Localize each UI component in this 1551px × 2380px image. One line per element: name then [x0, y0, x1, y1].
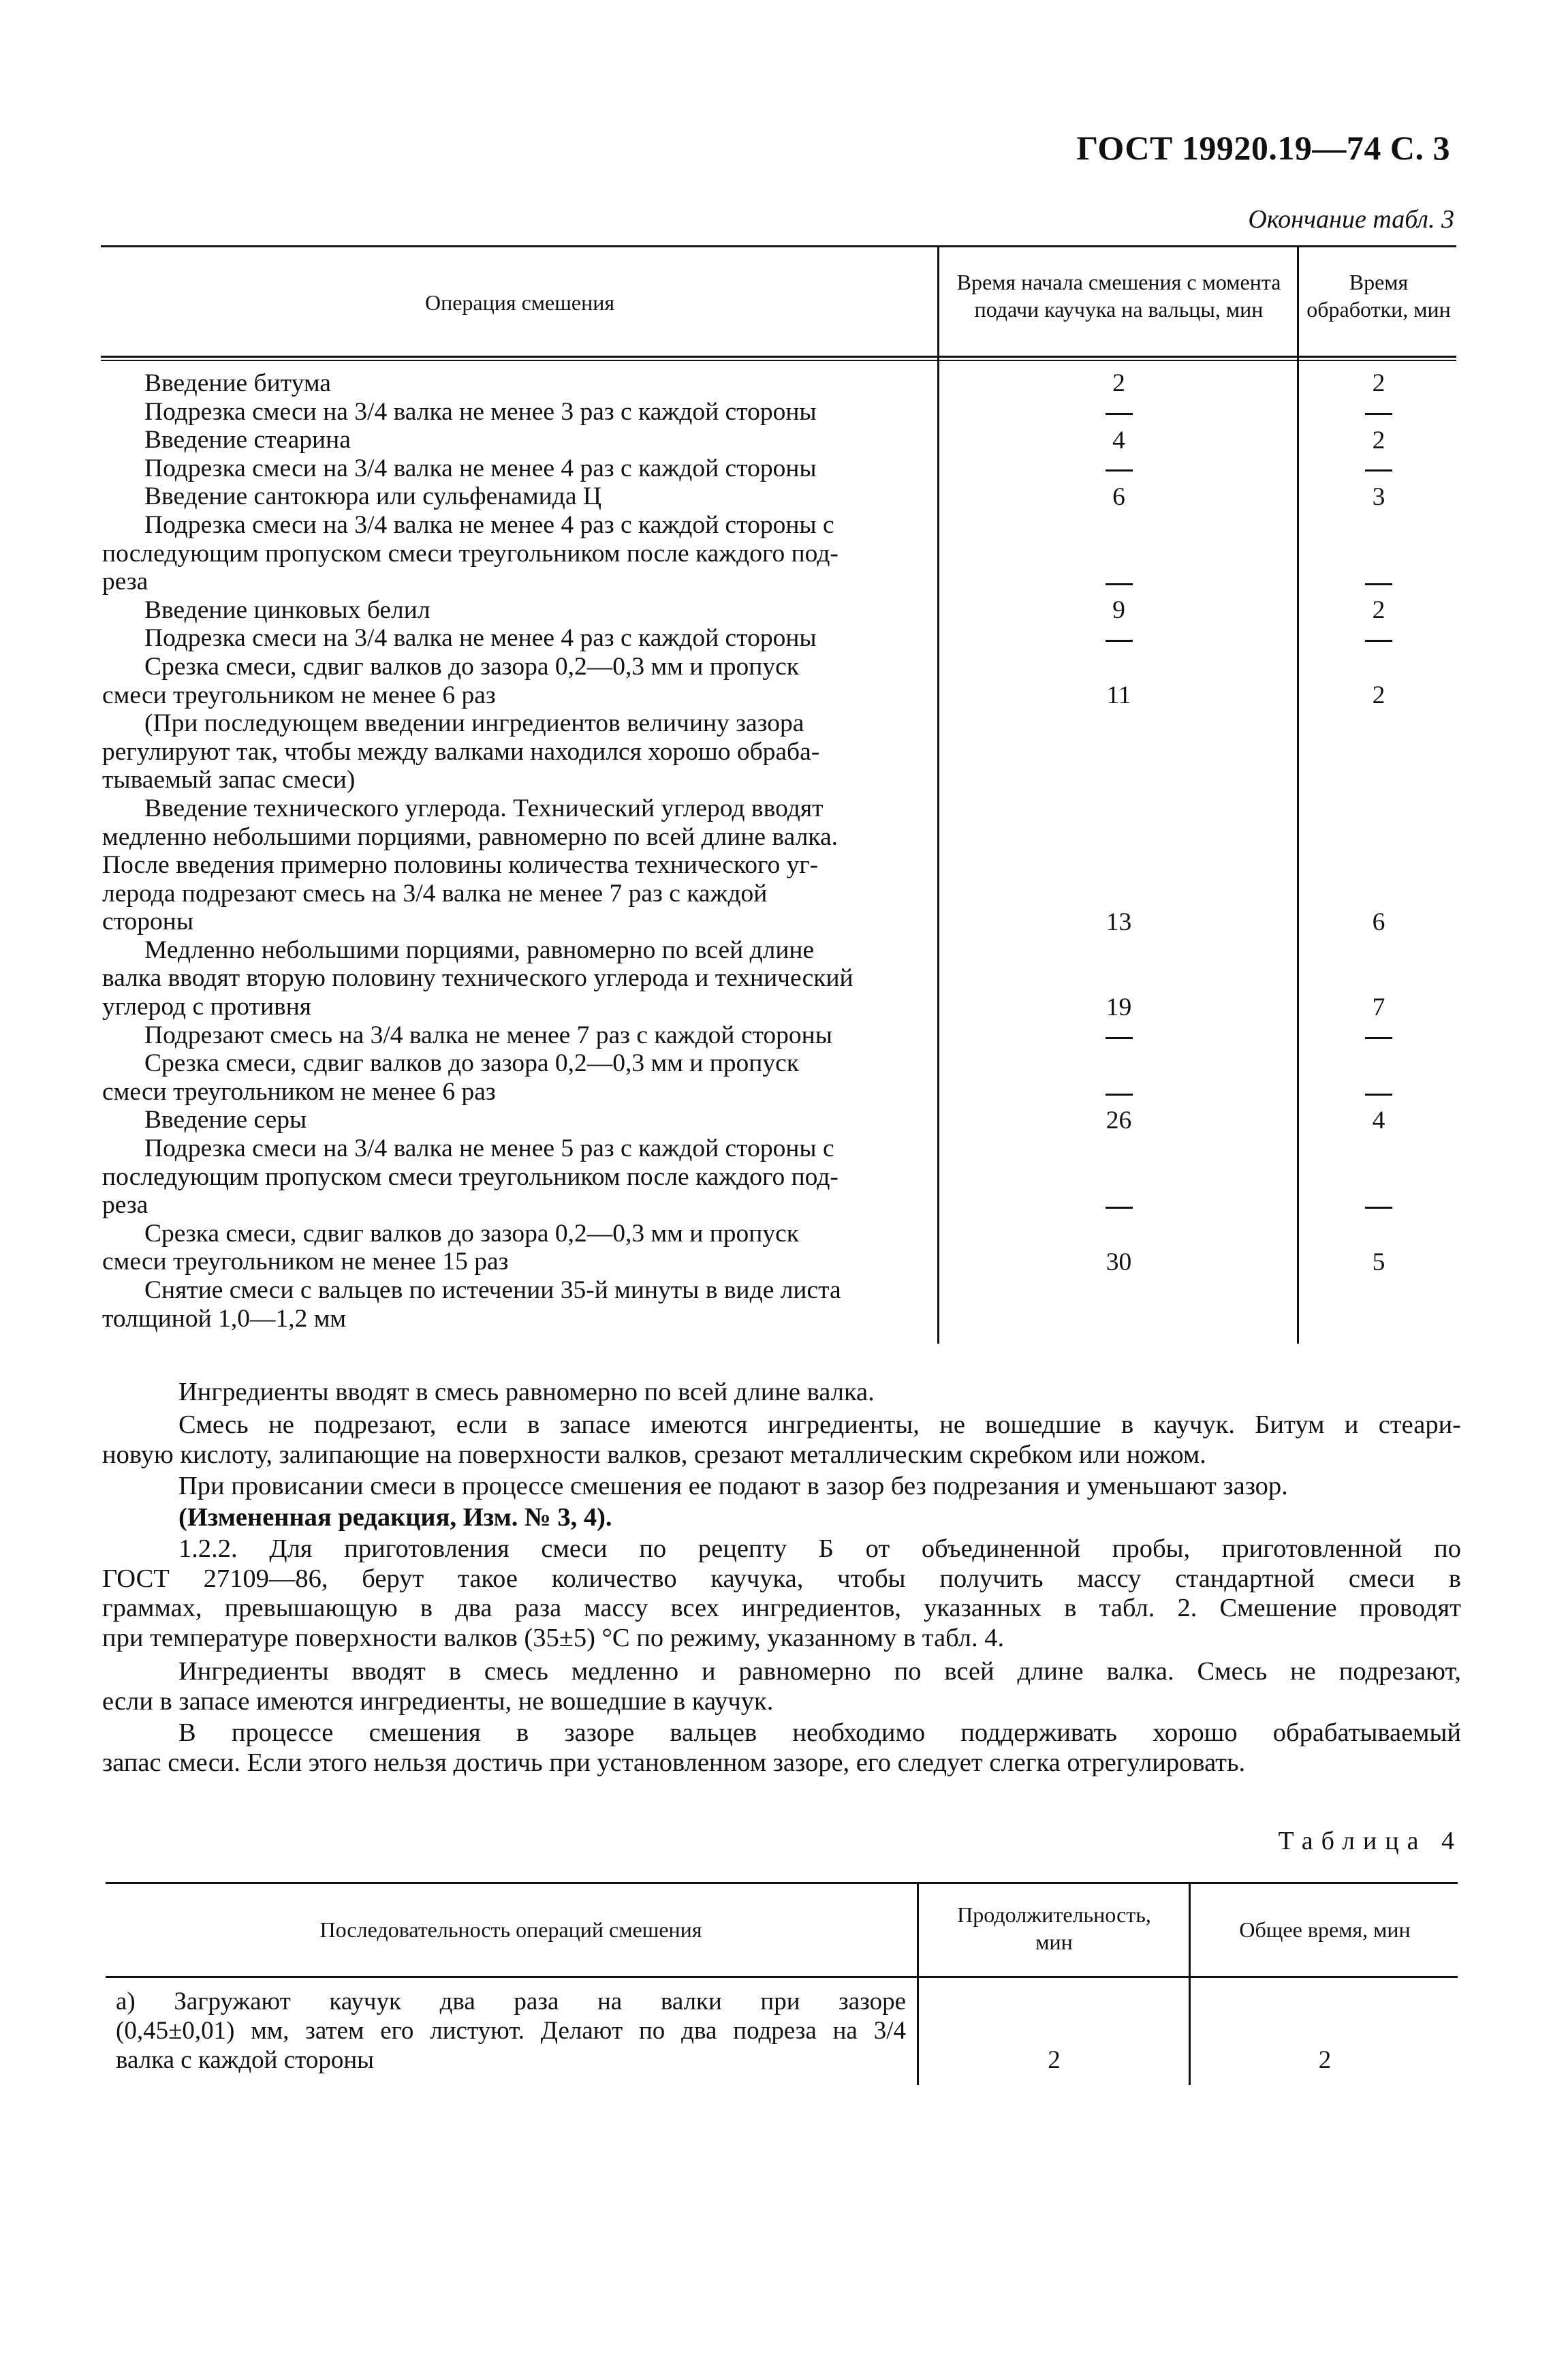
operation-line: смеси треугольником не менее 15 раз	[102, 1248, 509, 1276]
empty-dash	[943, 568, 1294, 597]
operation-line: Подрезка смеси на 3/4 валка не менее 3 раз с каждой стороны	[144, 397, 817, 426]
start-value: 9	[1112, 596, 1125, 624]
operation-line: Срезка смеси, сдвиг валков до зазора 0,2—0,3 мм и пропуск	[144, 1049, 799, 1078]
operation-line: Введение цинковых белил	[144, 596, 430, 624]
duration-value: 2	[1372, 427, 1385, 454]
paragraph-line: граммах, превышающую в два раза массу всех ингредиентов, указанных в табл. 2. Смешение проводят	[102, 1594, 1461, 1622]
table-4-row-a-operation	[116, 1987, 906, 2075]
page-header: ГОСТ 19920.19—74 С. 3	[1076, 129, 1450, 167]
paragraph-sagging	[102, 1472, 1461, 1502]
operation-line: Подрезка смеси на 3/4 валка не менее 4 раз с каждой стороны	[144, 454, 817, 482]
operation-line: Введение серы	[144, 1106, 307, 1134]
operation-line: Подрезка смеси на 3/4 валка не менее 4 раз с каждой стороны с	[144, 510, 834, 539]
operation-line: Подрезают смесь на 3/4 валка не менее 7 раз с каждой стороны	[144, 1021, 832, 1049]
table-4-row-a-duration: 2	[1048, 2046, 1061, 2074]
paragraph-line: Смесь не подрезают, если в запасе имеются ингредиенты, не вошедшие в каучук. Битум и стеари-	[178, 1410, 1461, 1439]
operation-line: толщиной 1,0—1,2 мм	[102, 1304, 347, 1333]
empty-dash	[943, 1192, 1294, 1220]
operation-line: Подрезка смеси на 3/4 валка не менее 4 раз с каждой стороны	[144, 624, 817, 653]
operation-line: смеси треугольником не менее 6 раз	[102, 681, 496, 709]
amendment-note	[102, 1503, 1461, 1533]
duration-value: 5	[1372, 1248, 1385, 1276]
table-3-header-duration: Время обработки, мин	[1306, 270, 1451, 322]
empty-dash	[1301, 398, 1456, 427]
table-3-header-rule	[101, 356, 1456, 358]
table-3-header-start-time: Время начала смешения с момента подачи каучука на вальцы, мин	[956, 270, 1281, 322]
operation-line: стороны	[102, 908, 194, 936]
paragraph-no-trim	[102, 1410, 1461, 1470]
operation-line: медленно небольшими порциями, равномерно по всей длине валка.	[102, 822, 838, 851]
paragraph-1-2-2	[102, 1534, 1461, 1653]
operation-line: Срезка смеси, сдвиг валков до зазора 0,2—0,3 мм и пропуск	[144, 1219, 799, 1248]
duration-value: 2	[1372, 369, 1385, 397]
start-value: 19	[1106, 993, 1132, 1021]
table-3-col-divider-2	[1297, 245, 1299, 1344]
table-4-header-total-time: Общее время, мин	[1239, 1917, 1411, 1942]
duration-value: 2	[1372, 596, 1385, 624]
operation-line: валка вводят вторую половину технического углерода и технический	[102, 964, 853, 993]
table-3-col-divider-1	[937, 245, 939, 1344]
table-4-header-sequence: Последовательность операций смешения	[319, 1917, 702, 1942]
duration-value: 2	[1372, 681, 1385, 709]
empty-dash	[943, 1022, 1294, 1051]
operation-line: последующим пропуском смеси треугольником после каждого под-	[102, 1162, 839, 1191]
paragraph-line: Ингредиенты вводят в смесь равномерно по всей длине валка.	[178, 1378, 875, 1406]
duration-value: 7	[1372, 993, 1385, 1021]
start-value: 26	[1106, 1107, 1132, 1134]
empty-dash	[943, 625, 1294, 653]
empty-dash	[1301, 454, 1456, 483]
paragraph-ingredients-uniform	[102, 1378, 1461, 1408]
table-4-row-line: а) Загружают каучук два раза на валки при зазоре	[116, 1988, 906, 2015]
empty-dash	[1301, 625, 1456, 653]
empty-dash	[1301, 1022, 1456, 1051]
operation-line: углерод с противня	[102, 993, 312, 1021]
operation-line: Введение сантокюра или сульфенамида Ц	[144, 482, 601, 511]
operation-line: Введение стеарина	[144, 426, 351, 454]
empty-dash	[943, 398, 1294, 427]
paragraph-line: если в запасе имеются ингредиенты, не вошедшие в каучук.	[102, 1686, 774, 1716]
operation-line: Медленно небольшими порциями, равномерно по всей длине	[144, 936, 815, 964]
table-4-row-line: (0,45±0,01) мм, затем его листуют. Делают по два подреза на 3/4	[116, 2017, 906, 2045]
start-value: 11	[1106, 681, 1131, 709]
table-3-top-rule	[101, 245, 1456, 247]
paragraph-ingredients-slow	[102, 1657, 1461, 1716]
table-4-top-rule	[106, 1882, 1458, 1884]
paragraph-line: (Измененная редакция, Изм. № 3, 4).	[178, 1503, 612, 1532]
empty-dash	[1301, 1079, 1456, 1107]
table-continuation-note: Окончание табл. 3	[1248, 205, 1454, 234]
paragraph-line: 1.2.2. Для приготовления смеси по рецепту Б от объединенной пробы, приготовленной по	[178, 1534, 1461, 1563]
paragraph-line: Ингредиенты вводят в смесь медленно и равномерно по всей длине валка. Смесь не подрезают,	[178, 1657, 1461, 1686]
duration-value: 6	[1372, 908, 1385, 936]
operation-line: последующим пропуском смеси треугольником после каждого под-	[102, 539, 839, 568]
table-4-col-divider-2	[1189, 1882, 1191, 2085]
empty-dash	[943, 1079, 1294, 1107]
start-value: 2	[1112, 369, 1125, 397]
table-4-header-duration: Продолжительность, мин	[957, 1902, 1151, 1954]
paragraph-line: новую кислоту, залипающие на поверхности валков, срезают металлическим скребком или ножом.	[102, 1440, 1206, 1469]
table-4-col-divider-1	[917, 1882, 919, 2085]
paragraph-line: При провисании смеси в процессе смешения ее подают в зазор без подрезания и уменьшают зазор.	[178, 1472, 1288, 1500]
empty-dash	[1301, 568, 1456, 597]
table-3-operations	[102, 369, 930, 1333]
operation-line: Снятие смеси с вальцев по истечении 35-й минуты в виде листа	[144, 1276, 841, 1304]
paragraph-line: запас смеси. Если этого нельзя достичь при установленном зазоре, его следует слегка отрегулировать.	[102, 1748, 1246, 1777]
operation-line: реза	[102, 568, 148, 596]
operation-line: После введения примерно половины количества технического уг-	[102, 851, 819, 880]
paragraph-line: при температуре поверхности валков (35±5) °С по режиму, указанному в табл. 4.	[102, 1623, 1005, 1652]
table-4-title: Таблица 4	[1278, 1827, 1462, 1855]
operation-line: Подрезка смеси на 3/4 валка не менее 5 раз с каждой стороны с	[144, 1134, 834, 1163]
operation-line: Срезка смеси, сдвиг валков до зазора 0,2—0,3 мм и пропуск	[144, 652, 799, 681]
start-value: 30	[1106, 1248, 1132, 1276]
operation-line: регулируют так, чтобы между валками находился хорошо обраба-	[102, 737, 820, 766]
operation-line: (При последующем введении ингредиентов величину зазора	[144, 709, 804, 738]
start-value: 6	[1112, 483, 1125, 511]
operation-line: тываемый запас смеси)	[102, 766, 356, 794]
start-value: 13	[1106, 908, 1132, 936]
start-value: 4	[1112, 427, 1125, 454]
empty-dash	[1301, 1192, 1456, 1220]
operation-line: Введение битума	[144, 369, 331, 397]
table-4-header-rule	[106, 1976, 1458, 1978]
operation-line: Введение технического углерода. Технический углерод вводят	[144, 794, 824, 822]
duration-value: 3	[1372, 483, 1385, 511]
paragraph-line: ГОСТ 27109—86, берут такое количество каучука, чтобы получить массу стандартной смеси в	[102, 1564, 1461, 1593]
operation-line: лерода подрезают смесь на 3/4 валка не менее 7 раз с каждой	[102, 879, 768, 908]
table-4-row-a-total: 2	[1318, 2046, 1332, 2074]
operation-line: реза	[102, 1191, 148, 1220]
table-3-header-operation: Операция смешения	[424, 290, 615, 315]
table-3-header-rule-thin	[101, 360, 1456, 361]
paragraph-mixing-reserve	[102, 1718, 1461, 1778]
duration-value: 4	[1372, 1107, 1385, 1134]
empty-dash	[943, 454, 1294, 483]
paragraph-line: В процессе смешения в зазоре вальцев необходимо поддерживать хорошо обрабатываемый	[178, 1718, 1461, 1747]
operation-line: смеси треугольником не менее 6 раз	[102, 1077, 496, 1106]
table-4-row-line: валка с каждой стороны	[116, 2046, 374, 2074]
